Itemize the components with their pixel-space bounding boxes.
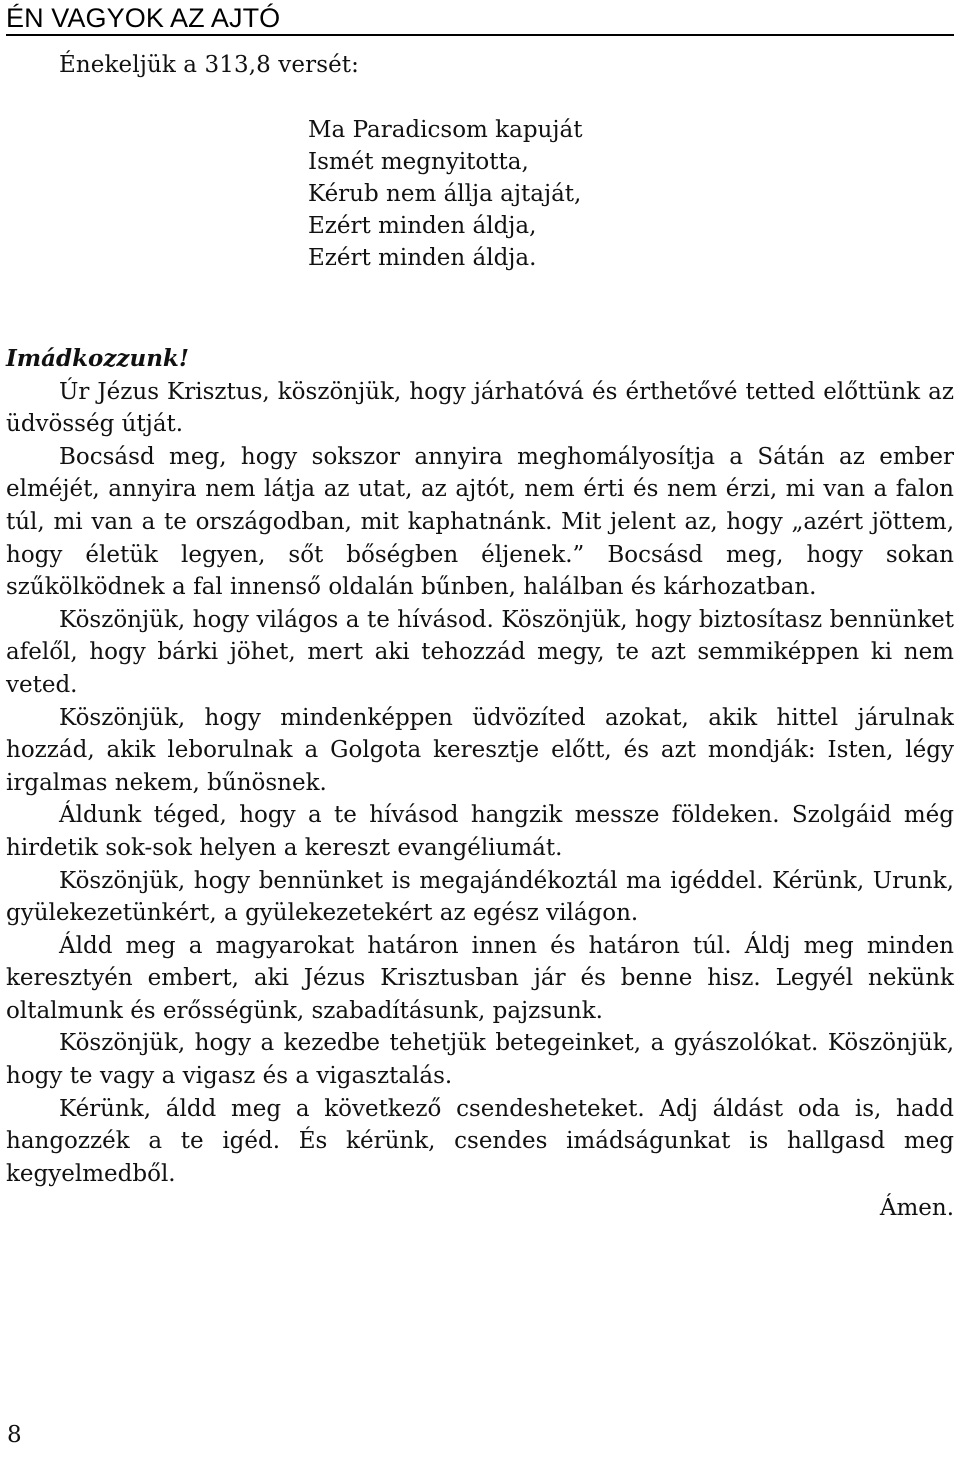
hymn-line: Ezért minden áldja. [308, 245, 537, 271]
page-number: 8 [7, 1422, 22, 1448]
header-divider [6, 34, 954, 36]
prayer-paragraph: Áldunk téged, hogy a te hívásod hangzik messze földeken. Szolgáid még hirdetik sok-sok helyen a kereszt evangéliumát. [6, 802, 954, 861]
prayer-paragraph: Kérünk, áldd meg a következő csendesheteket. Adj áldást oda is, hadd hangozzék a te igéd. És kérünk, csendes imádságunkat is hallgasd meg kegyelmedből. [6, 1095, 954, 1187]
hymn-line: Ismét megnyitotta, [308, 149, 529, 175]
hymn-verse [308, 114, 582, 274]
prayer-heading: Imádkozzunk! [6, 345, 189, 372]
page-header [0, 0, 960, 40]
prayer-paragraph: Úr Jézus Krisztus, köszönjük, hogy járhatóvá és érthetővé tetted előttünk az üdvösség útját. [6, 378, 954, 438]
hymn-line: Kérub nem állja ajtaját, [308, 181, 582, 207]
prayer-paragraph: Bocsásd meg, hogy sokszor annyira meghomályosítja a Sátán az ember elméjét, annyira nem látja az utat, az ajtót, nem érti és nem érzi, mi van a falon túl, mi van a te országodban, mit kaphatnánk. Mit jelent az, hogy „azért jöttem, hogy életük legyen, sőt bőségben éljenek.” Bocsásd meg, hogy sokan szűkölködnek a fal innenső oldalán bűnben, halálban és kárhozatban. [6, 443, 954, 601]
hymn-intro: Énekeljük a 313,8 versét: [59, 52, 359, 78]
prayer-paragraph: Köszönjük, hogy a kezedbe tehetjük betegeinket, a gyászolókat. Köszönjük, hogy te vagy a vigasz és a vigasztalás. [6, 1030, 954, 1090]
prayer-paragraph: Köszönjük, hogy mindenképpen üdvözíted azokat, akik hittel járulnak hozzád, akik leborulnak a Golgota keresztje előtt, és azt mondják: Isten, légy irgalmas nekem, bűnösnek. [6, 704, 954, 796]
page-title: ÉN VAGYOK AZ AJTÓ [6, 3, 281, 33]
prayer-paragraph: Köszönjük, hogy világos a te hívásod. Köszönjük, hogy biztosítasz bennünket afelől, hogy bárki jöhet, mert aki tehozzád megy, te azt semmiképpen ki nem veted. [6, 606, 954, 698]
prayer-closing: Ámen. [879, 1195, 954, 1222]
hymn-line: Ezért minden áldja, [308, 213, 537, 239]
prayer-paragraph: Köszönjük, hogy bennünket is megajándékoztál ma igéddel. Kérünk, Urunk, gyülekezetünkért, a gyülekezetekért az egész világon. [6, 867, 954, 927]
prayer-paragraph: Áldd meg a magyarokat határon innen és határon túl. Áldj meg minden keresztyén embert, aki Jézus Krisztusban jár és benne hisz. Legyél nekünk oltalmunk és erősségünk, szabadításunk, pajzsunk. [6, 932, 954, 1024]
hymn-line: Ma Paradicsom kapuját [308, 117, 583, 143]
prayer-section [6, 343, 954, 1225]
